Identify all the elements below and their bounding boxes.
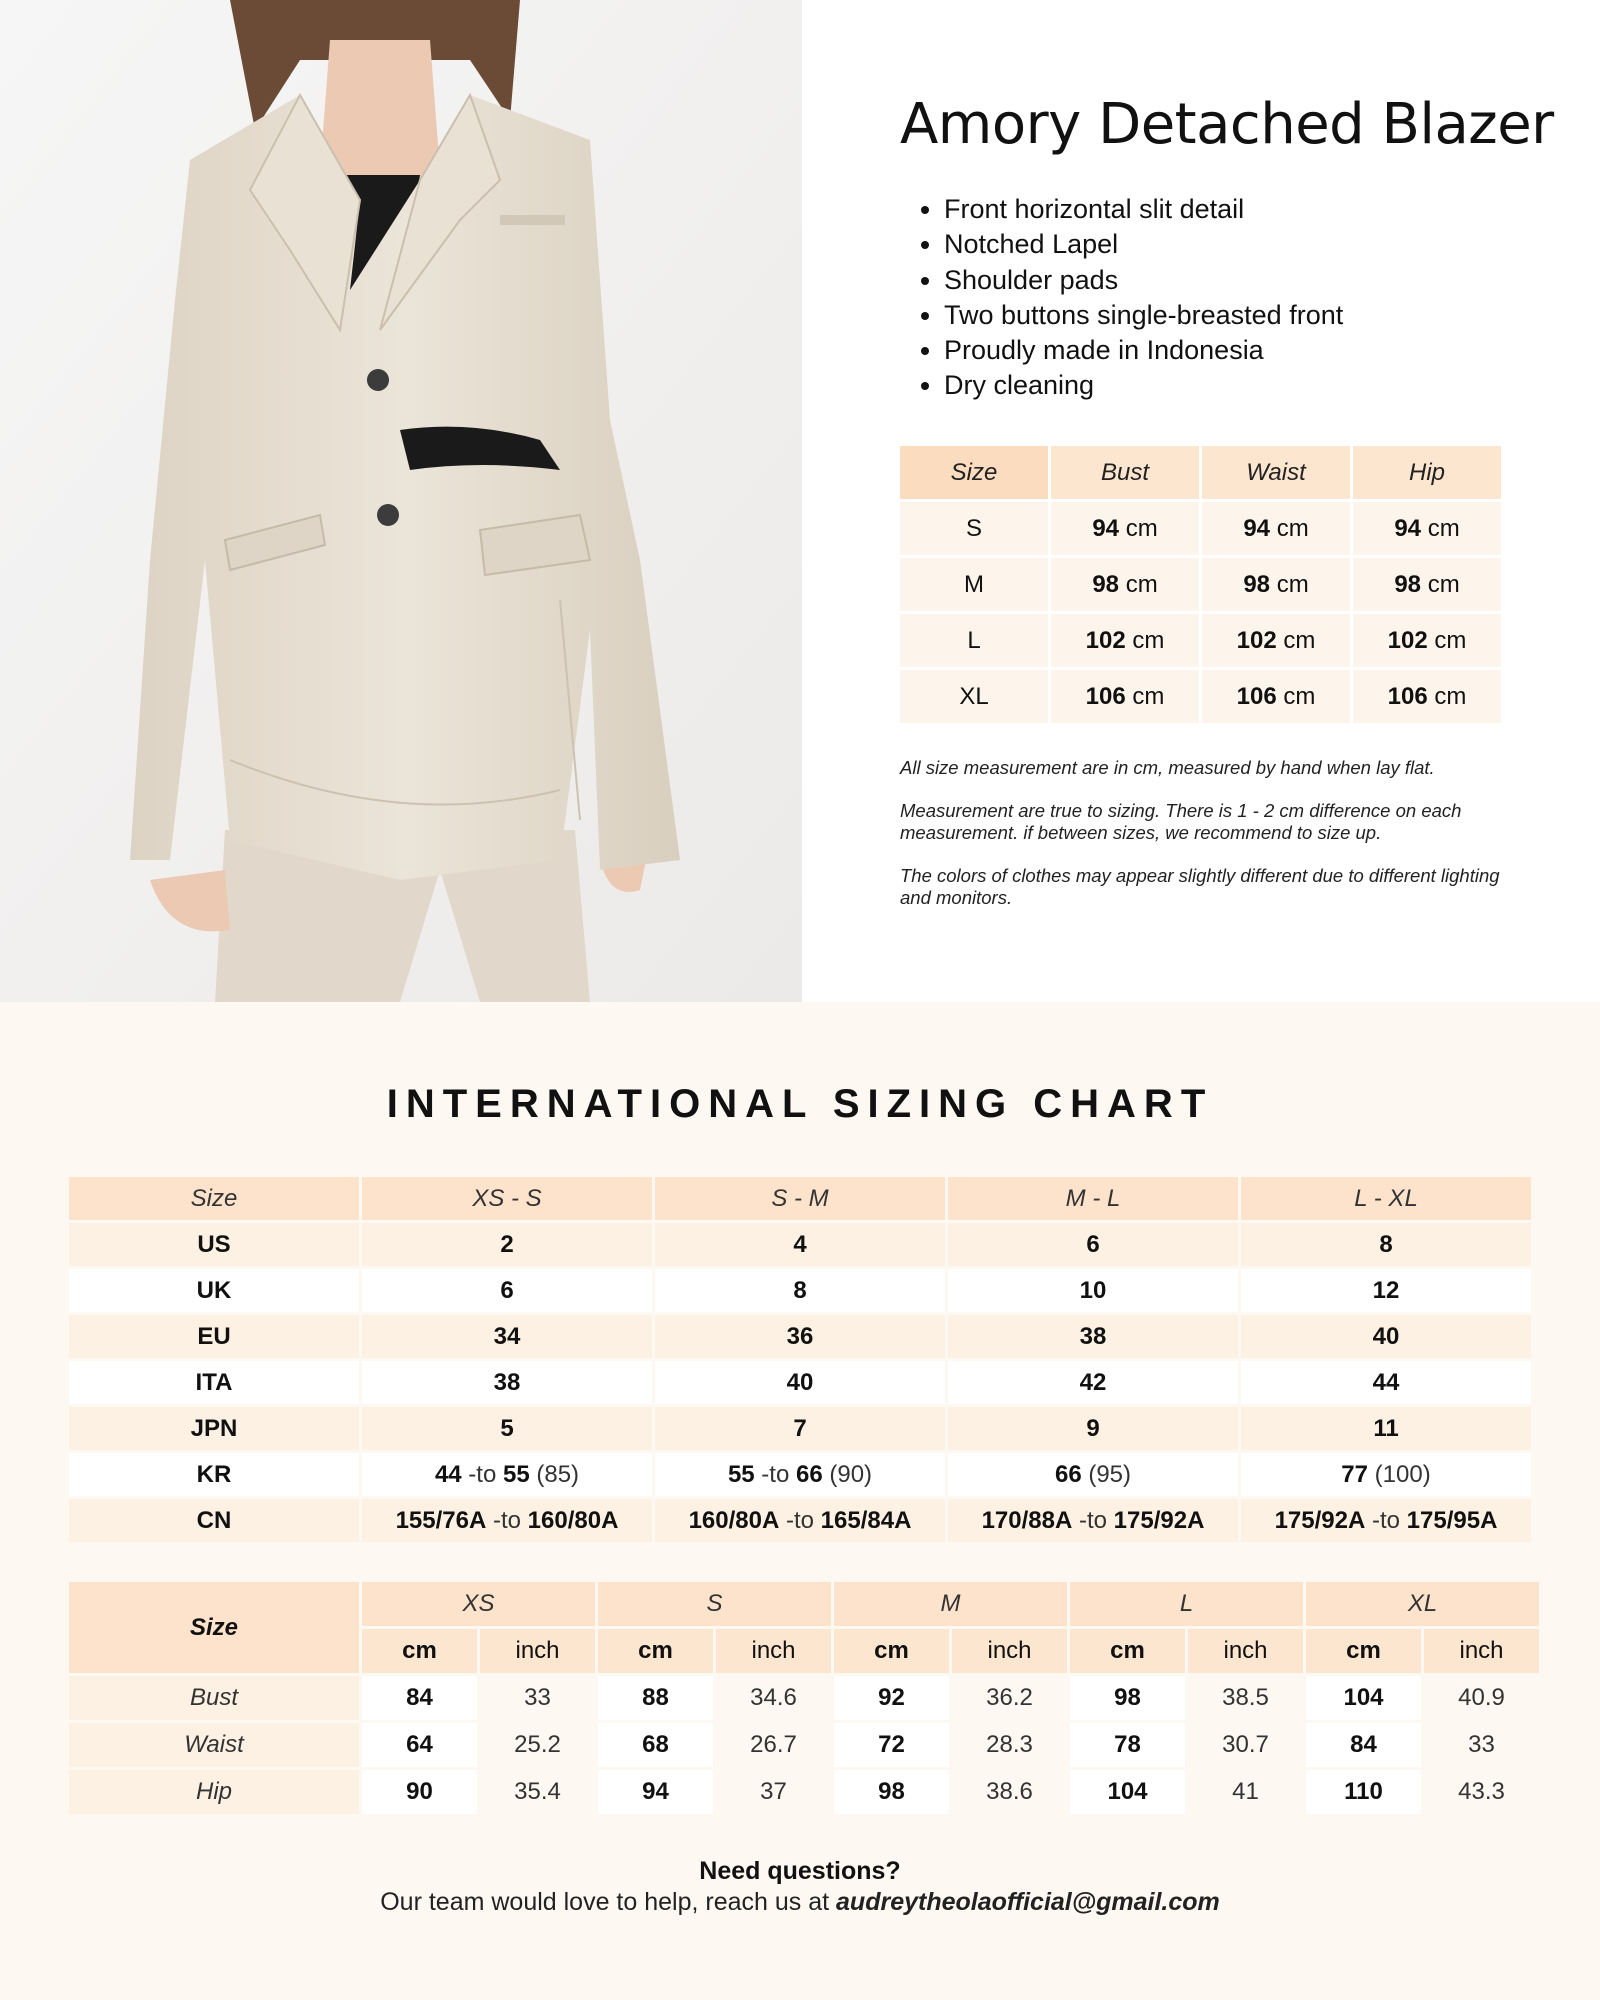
size-s-header: S: [598, 1582, 831, 1626]
waist-header: Waist: [1202, 446, 1350, 499]
inch-value: 38.6: [952, 1770, 1067, 1814]
unit-inch-header: inch: [1424, 1629, 1539, 1673]
inch-value: 38.5: [1188, 1676, 1303, 1720]
size-range-header: L - XL: [1241, 1177, 1531, 1220]
size-xl-header: XL: [1306, 1582, 1539, 1626]
unit-inch-header: inch: [480, 1629, 595, 1673]
size-cell: S: [900, 502, 1048, 555]
table-row: [69, 1453, 1531, 1496]
table-row: [69, 1315, 1531, 1358]
table-row: [900, 558, 1501, 611]
table-row: [69, 1499, 1531, 1542]
region-label: EU: [69, 1315, 359, 1358]
product-size-table: [897, 443, 1504, 726]
cm-value: 84: [1306, 1723, 1421, 1767]
unit-cm-header: cm: [1306, 1629, 1421, 1673]
unit-inch-header: inch: [716, 1629, 831, 1673]
feature-item: • Dry cleaning: [944, 368, 1343, 403]
size-value: 9: [948, 1407, 1238, 1450]
size-value: 77 (100): [1241, 1453, 1531, 1496]
table-row: [900, 614, 1501, 667]
cm-value: 98: [834, 1770, 949, 1814]
hip-cell: 102 cm: [1353, 614, 1501, 667]
cm-value: 84: [362, 1676, 477, 1720]
cm-value: 110: [1306, 1770, 1421, 1814]
unit-cm-header: cm: [362, 1629, 477, 1673]
unit-inch-header: inch: [952, 1629, 1067, 1673]
table-row: [900, 502, 1501, 555]
size-range-header: M - L: [948, 1177, 1238, 1220]
note-text: All size measurement are in cm, measured by hand when lay flat.: [900, 757, 1435, 778]
bust-header: Bust: [1051, 446, 1199, 499]
inch-value: 26.7: [716, 1723, 831, 1767]
international-size-table: [66, 1174, 1534, 1545]
size-value: 4: [655, 1223, 945, 1266]
table-row: [69, 1223, 1531, 1266]
waist-cell: 106 cm: [1202, 670, 1350, 723]
table-row: [69, 1676, 1539, 1720]
hip-header: Hip: [1353, 446, 1501, 499]
region-label: ITA: [69, 1361, 359, 1404]
size-value: 2: [362, 1223, 652, 1266]
measurement-table: [66, 1579, 1542, 1817]
waist-cell: 94 cm: [1202, 502, 1350, 555]
contact-footer: [0, 1856, 1600, 1918]
contact-email-link[interactable]: audreytheolaofficial@gmail.com: [836, 1888, 1220, 1916]
table-row: [69, 1269, 1531, 1312]
size-value: 44 -to 55 (85): [362, 1453, 652, 1496]
size-value: 160/80A -to 165/84A: [655, 1499, 945, 1542]
footer-help-text: Our team would love to help, reach us at audreytheolaofficial@gmail.com: [380, 1888, 1220, 1916]
size-value: 38: [362, 1361, 652, 1404]
size-range-header: XS - S: [362, 1177, 652, 1220]
measure-label: Waist: [69, 1723, 359, 1767]
size-cell: M: [900, 558, 1048, 611]
size-value: 8: [655, 1269, 945, 1312]
size-header: Size: [900, 446, 1048, 499]
region-label: CN: [69, 1499, 359, 1542]
feature-item: • Shoulder pads: [944, 263, 1343, 298]
inch-value: 37: [716, 1770, 831, 1814]
inch-value: 28.3: [952, 1723, 1067, 1767]
footer-question: Need questions?: [699, 1857, 901, 1885]
bust-cell: 106 cm: [1051, 670, 1199, 723]
cm-value: 78: [1070, 1723, 1185, 1767]
size-value: 6: [948, 1223, 1238, 1266]
note-text: The colors of clothes may appear slightly different due to different lighting and monitors.: [900, 865, 1500, 908]
inch-value: 34.6: [716, 1676, 831, 1720]
cm-value: 90: [362, 1770, 477, 1814]
size-range-header: S - M: [655, 1177, 945, 1220]
inch-value: 33: [480, 1676, 595, 1720]
size-value: 5: [362, 1407, 652, 1450]
size-value: 10: [948, 1269, 1238, 1312]
size-value: 8: [1241, 1223, 1531, 1266]
inch-value: 33: [1424, 1723, 1539, 1767]
note-text: Measurement are true to sizing. There is 1 - 2 cm difference on each measurement. if between sizes, we recommend to size up.: [900, 800, 1462, 843]
size-value: 11: [1241, 1407, 1531, 1450]
cm-value: 68: [598, 1723, 713, 1767]
cm-value: 88: [598, 1676, 713, 1720]
size-value: 42: [948, 1361, 1238, 1404]
size-xs-header: XS: [362, 1582, 595, 1626]
region-label: UK: [69, 1269, 359, 1312]
size-value: 55 -to 66 (90): [655, 1453, 945, 1496]
size-value: 12: [1241, 1269, 1531, 1312]
region-label: US: [69, 1223, 359, 1266]
table-row: [900, 670, 1501, 723]
feature-item: • Proudly made in Indonesia: [944, 333, 1343, 368]
region-label: KR: [69, 1453, 359, 1496]
size-value: 44: [1241, 1361, 1531, 1404]
table-row: [69, 1407, 1531, 1450]
unit-cm-header: cm: [1070, 1629, 1185, 1673]
cm-value: 98: [1070, 1676, 1185, 1720]
inch-value: 43.3: [1424, 1770, 1539, 1814]
inch-value: 25.2: [480, 1723, 595, 1767]
table-row: [69, 1770, 1539, 1814]
size-cell: XL: [900, 670, 1048, 723]
size-m-header: M: [834, 1582, 1067, 1626]
size-value: 170/88A -to 175/92A: [948, 1499, 1238, 1542]
hip-cell: 106 cm: [1353, 670, 1501, 723]
hip-cell: 94 cm: [1353, 502, 1501, 555]
size-value: 6: [362, 1269, 652, 1312]
inch-value: 30.7: [1188, 1723, 1303, 1767]
feature-item: • Two buttons single-breasted front: [944, 298, 1343, 333]
size-value: 40: [1241, 1315, 1531, 1358]
region-label: JPN: [69, 1407, 359, 1450]
intl-chart-title: INTERNATIONAL SIZING CHART: [386, 1082, 1214, 1126]
cm-value: 104: [1306, 1676, 1421, 1720]
size-value: 155/76A -to 160/80A: [362, 1499, 652, 1542]
feature-item: • Notched Lapel: [944, 227, 1343, 262]
size-header: Size: [69, 1582, 359, 1673]
cm-value: 94: [598, 1770, 713, 1814]
product-details: [900, 0, 1554, 1002]
inch-value: 40.9: [1424, 1676, 1539, 1720]
size-value: 36: [655, 1315, 945, 1358]
table-row: [69, 1723, 1539, 1767]
hip-cell: 98 cm: [1353, 558, 1501, 611]
cm-value: 72: [834, 1723, 949, 1767]
size-value: 175/92A -to 175/95A: [1241, 1499, 1531, 1542]
inch-value: 35.4: [480, 1770, 595, 1814]
measure-label: Hip: [69, 1770, 359, 1814]
size-value: 38: [948, 1315, 1238, 1358]
cm-value: 64: [362, 1723, 477, 1767]
bust-cell: 102 cm: [1051, 614, 1199, 667]
size-value: 7: [655, 1407, 945, 1450]
inch-value: 36.2: [952, 1676, 1067, 1720]
size-value: 34: [362, 1315, 652, 1358]
bust-cell: 98 cm: [1051, 558, 1199, 611]
size-header: Size: [69, 1177, 359, 1220]
waist-cell: 98 cm: [1202, 558, 1350, 611]
cm-value: 104: [1070, 1770, 1185, 1814]
size-value: 40: [655, 1361, 945, 1404]
unit-cm-header: cm: [598, 1629, 713, 1673]
blazer-model-illustration: [0, 0, 802, 1002]
size-cell: L: [900, 614, 1048, 667]
size-l-header: L: [1070, 1582, 1303, 1626]
product-title: Amory Detached Blazer: [900, 92, 1554, 157]
waist-cell: 102 cm: [1202, 614, 1350, 667]
feature-list: [944, 192, 1343, 404]
product-photo: [0, 0, 802, 1002]
measurement-notes: [900, 757, 1500, 930]
table-row: [69, 1361, 1531, 1404]
unit-inch-header: inch: [1188, 1629, 1303, 1673]
cm-value: 92: [834, 1676, 949, 1720]
feature-item: • Front horizontal slit detail: [944, 192, 1343, 227]
measure-label: Bust: [69, 1676, 359, 1720]
inch-value: 41: [1188, 1770, 1303, 1814]
unit-cm-header: cm: [834, 1629, 949, 1673]
bust-cell: 94 cm: [1051, 502, 1199, 555]
size-value: 66 (95): [948, 1453, 1238, 1496]
